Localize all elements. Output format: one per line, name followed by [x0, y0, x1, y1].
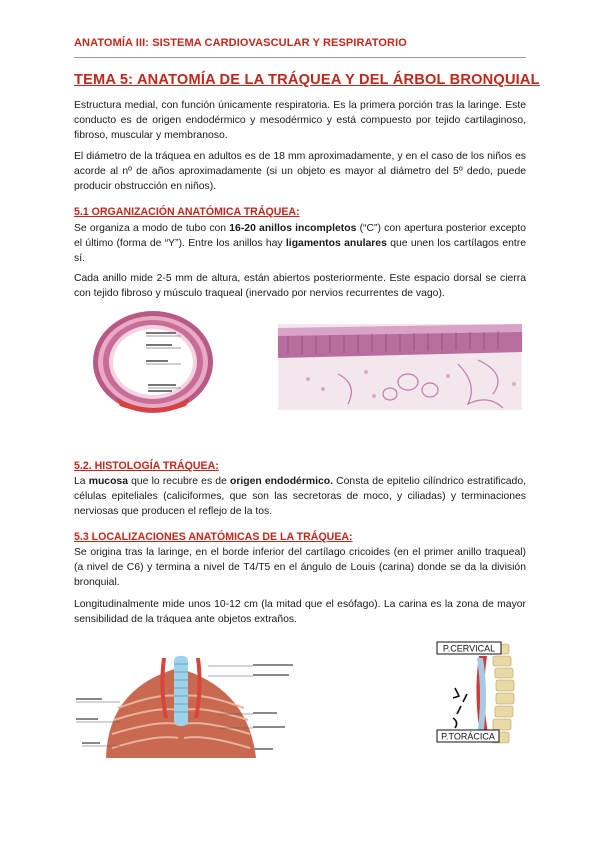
trachea-histology-image	[278, 324, 522, 410]
spine-label-cervical: P.CERVICAL	[442, 643, 496, 654]
intro-paragraph-1: Estructura medial, con función únicamente respiratoria. Es la primera porción tras la laringe. Este conducto es de origen endodérmico y mesodérmico y está compuesto por tejido cartilaginoso, fibroso, muscular y membranoso.	[74, 100, 526, 142]
bold-term: ligamentos anulares	[285, 238, 387, 250]
intro-paragraph-2: El diámetro de la tráquea en adultos es de 18 mm aproximadamente, y en el caso de los niños es acorde al nº de años aproximadamente (si un objeto es mayor al diámetro del 5º dedo, puede producir obstrucción en niños).	[74, 151, 526, 193]
text-run: que lo recubre es de	[127, 476, 230, 487]
text-run: Consta de epitelio cilíndrico estratificado, células epiteliales (caliciformes, que son las secretoras de moco, y ciliadas) y terminaciones nerviosas que producen el reflejo de la tos.	[74, 476, 526, 518]
text-run: que unen los cartílagos entre sí.	[74, 238, 526, 265]
trachea-cross-section-image	[86, 306, 220, 418]
section-5-1-paragraph-1	[74, 221, 526, 267]
section-5-3-paragraph-1: Se origina tras la laringe, en el borde inferior del cartílago cricoides (en el primer anillo traqueal) (a nivel de C6) y termina a nivel de T4/T5 en el ángulo de Louis (carina) donde se da la división bronquial.	[74, 547, 526, 589]
section-heading-5-3: 5.3 LOCALIZACIONES ANATÓMICAS DE LA TRÁQUEA:	[74, 531, 353, 543]
text-run: Se organiza a modo de tubo con	[74, 223, 230, 234]
section-5-2-paragraph	[74, 474, 526, 520]
section-5-1-paragraph-2: Cada anillo mide 2-5 mm de altura, están abiertos posteriormente. Este espacio dorsal se cierra con tejido fibroso y músculo traqueal (inervado por nervios recurrentes de vago).	[74, 273, 526, 300]
header-divider	[74, 57, 526, 58]
bold-term: 16-20 anillos incompletos	[229, 223, 357, 234]
section-heading-5-1: 5.1 ORGANIZACIÓN ANATÓMICA TRÁQUEA:	[74, 206, 300, 218]
text-run: (“C”) con apertura posterior excepto el último (forma de “Y”). Entre los anillos hay	[74, 223, 526, 250]
spine-label-thoracic: P.TORÁCICA	[441, 731, 495, 742]
section-heading-5-2: 5.2. HISTOLOGÍA TRÁQUEA:	[74, 460, 219, 472]
section-5-3-paragraph-2: Longitudinalmente mide unos 10-12 cm (la mitad que el esófago). La carina es la zona de mayor sensibilidad de la tráquea ante objetos extraños.	[74, 599, 526, 626]
bold-term: mucosa	[88, 476, 128, 487]
bold-term: origen endodérmico.	[229, 476, 333, 487]
text-run: La	[74, 476, 89, 487]
page-title: TEMA 5: ANATOMÍA DE LA TRÁQUEA Y DEL ÁRBOL BRONQUIAL	[74, 72, 540, 88]
spine-trachea-image	[433, 636, 527, 748]
running-header: ANATOMÍA III: SISTEMA CARDIOVASCULAR Y RESPIRATORIO	[74, 37, 407, 49]
thorax-anatomy-image	[68, 648, 304, 758]
